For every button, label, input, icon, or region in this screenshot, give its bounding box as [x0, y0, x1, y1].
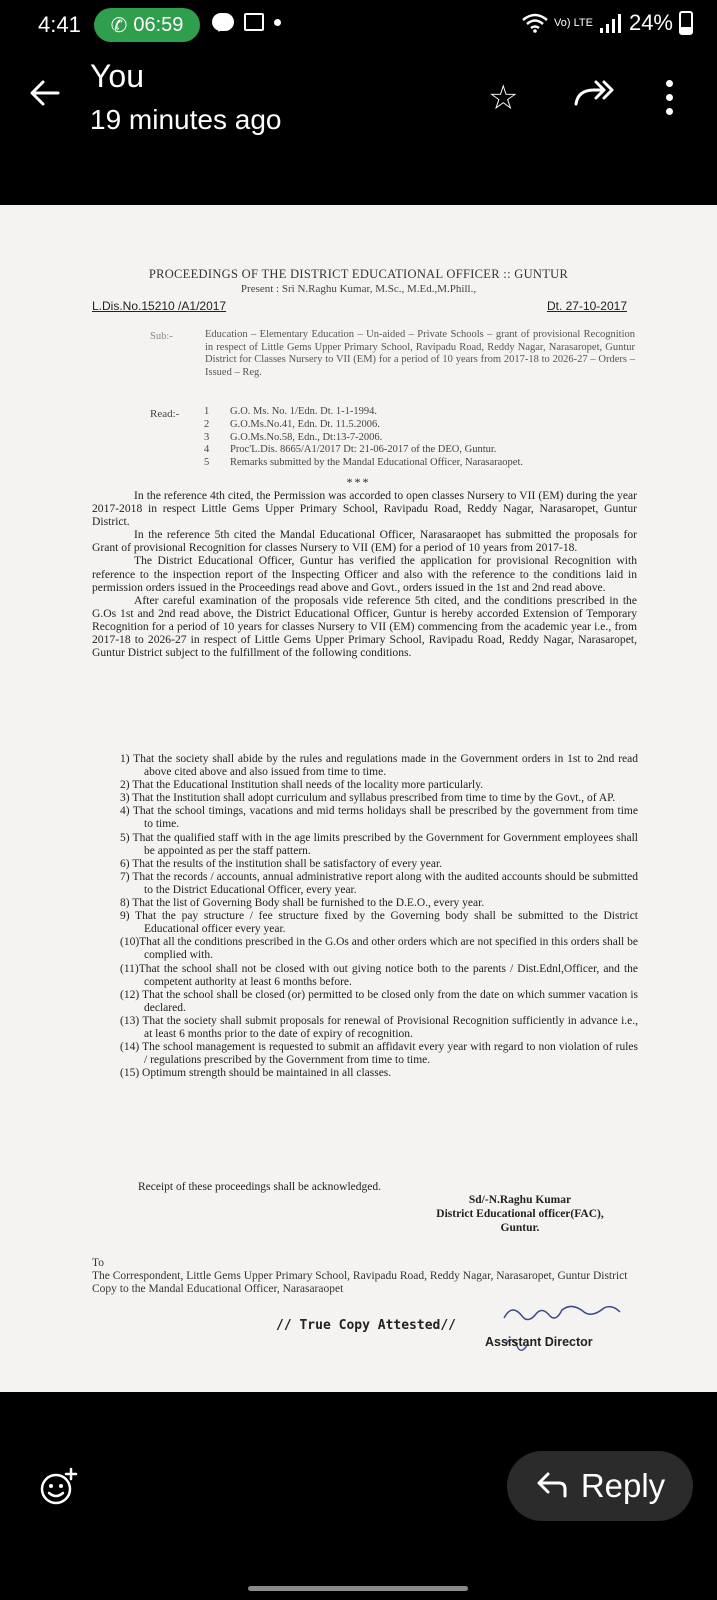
condition-item: (11)That the school shall not be closed with out giving notice both to the parents / Dist.Ednl,Officer, and the competent authority at least 6 months before. — [120, 962, 638, 988]
separator: *** — [346, 475, 371, 489]
gesture-handle[interactable] — [248, 1586, 468, 1591]
condition-item: (15) Optimum strength should be maintained in all classes. — [120, 1067, 392, 1080]
conditions-list — [120, 753, 638, 1080]
read-item: 2 G.O.Ms.No.41, Edn. Dt. 11.5.2006. — [204, 418, 380, 430]
condition-item: 3) That the Institution shall adopt curriculum and syllabus prescribed from time to time by the Govt., of AP. — [120, 792, 616, 805]
handwritten-signature-icon — [492, 1298, 632, 1358]
condition-item: 2) That the Educational Institution shall needs of the locality more particularly. — [120, 779, 484, 792]
condition-item: 9) That the pay structure / fee structure fixed by the Governing body shall be submitted to the District Educational officer every year. — [120, 910, 638, 936]
bottom-bar — [0, 1423, 717, 1600]
reply-arrow-icon — [535, 1471, 569, 1501]
document-title: PROCEEDINGS OF THE DISTRICT EDUCATIONAL OFFICER :: GUNTUR — [148, 267, 569, 281]
read-item: 3 G.O.Ms.No.58, Edn., Dt:13-7-2006. — [204, 431, 383, 443]
status-time: 4:41 — [38, 12, 81, 37]
more-options-icon[interactable] — [666, 80, 674, 115]
condition-item: (12) That the school shall be closed (or) permitted to be closed only from the date on which summer vacation is declared. — [120, 988, 638, 1014]
signature-block: Sd/-N.Raghu Kumar District Educational officer(FAC), Guntur. — [436, 1194, 604, 1234]
reply-label: Reply — [580, 1467, 666, 1504]
receipt-line: Receipt of these proceedings shall be acknowledged. — [138, 1181, 382, 1193]
forward-icon[interactable] — [572, 76, 616, 112]
message-timestamp: 19 minutes ago — [90, 104, 282, 135]
reply-button[interactable] — [507, 1451, 693, 1521]
read-item: 1 G.O. Ms. No. 1/Edn. Dt. 1-1-1994. — [204, 406, 377, 417]
wifi-icon — [522, 13, 548, 33]
condition-item: 7) That the records / accounts, annual administrative report along with the audited accounts should be submitted to the District Educational Officer, every year. — [120, 870, 638, 896]
battery-icon — [679, 11, 693, 35]
reference-number: L.Dis.No.15210 /A1/2017 — [92, 299, 227, 313]
call-timer: 06:59 — [133, 13, 184, 36]
message-notification-icon — [212, 13, 234, 31]
battery-percent: 24% — [628, 10, 673, 35]
reference-date: Dt. 27-10-2017 — [546, 299, 627, 313]
subject-text: Education – Elementary Education – Un-aided – Private Schools – grant of provisional Recognition in respect of Little Gems Upper Primary School, Ravipadu Road, Reddy Nagar, Narasaropet, Guntur District for Classes Nursery to VII (EM) for a period of 10 years from 2017-18 to 2026-27 – Orders – Issued – Reg. — [205, 329, 635, 378]
condition-item: 6) That the results of the institution shall be satisfactory of every year. — [120, 857, 443, 870]
addressee-block: To The Correspondent, Little Gems Upper Primary School, Ravipadu Road, Reddy Nagar, Narasaropet, Guntur District Copy to the Mandal Educational Officer, Narasaraopet — [92, 1257, 628, 1295]
signal-icon — [599, 13, 623, 33]
back-arrow-icon[interactable] — [28, 76, 62, 110]
document-image[interactable] — [0, 205, 717, 1392]
volte-label: Vo) LTE — [554, 16, 593, 29]
more-notifications-dot-icon — [274, 19, 281, 26]
true-copy-attested: // True Copy Attested// — [276, 1318, 457, 1333]
condition-item: (10)That all the conditions prescribed in the G.Os and other orders which are not specified in this orders shall be complied with. — [120, 936, 638, 962]
assistant-director-stamp: Assistant Director — [485, 1335, 593, 1349]
star-icon[interactable]: ☆ — [488, 79, 519, 117]
sender-name: You — [90, 58, 144, 94]
phone-icon: ✆ — [110, 14, 128, 37]
condition-item: (14) The school management is requested to submit an affidavit every year with regard to non violation of rules / regulations prescribed by the Government from time to time. — [120, 1041, 638, 1067]
read-item: 5 Remarks submitted by the Mandal Educational Officer, Narasaraopet. — [204, 457, 523, 469]
document-present-line: Present : Sri N.Raghu Kumar, M.Sc., M.Ed.,M.Phill., — [240, 283, 477, 295]
read-item: 4 Proc'L.Dis. 8665/A1/2017 Dt: 21-06-2017 of the DEO, Guntur. — [204, 444, 497, 456]
status-bar — [0, 0, 717, 48]
body-paragraph: In the reference 5th cited the Mandal Educational Officer, Narasaraopet has submitted the proposals for Grant of provisional Recognition for classes Nursery to VII (EM) for a period of 10 years from 2017-18. — [92, 528, 637, 555]
ongoing-call-pill[interactable] — [94, 8, 200, 42]
emoji-reaction-icon[interactable] — [38, 1467, 78, 1507]
condition-item: (13) That the society shall submit proposals for renewal of Provisional Recognition sufficiently in advance i.e., at least 6 months prior to the date of expiry of recognition. — [120, 1014, 638, 1040]
read-label: Read:- — [150, 408, 180, 420]
document-body — [92, 489, 637, 659]
app-bar — [0, 48, 717, 148]
body-paragraph: In the reference 4th cited, the Permission was accorded to open classes Nursery to VII (EM) during the year 2017-2018 in respect Little Gems Upper Primary School, Ravipadu Road, Reddy Nagar, Narasaropet, Guntur District. — [92, 489, 637, 529]
gallery-notification-icon — [244, 13, 264, 31]
condition-item: 8) That the list of Governing Body shall be furnished to the D.E.O., every year. — [120, 897, 485, 910]
condition-item: 5) That the qualified staff with in the age limits prescribed by the Government for Government employees shall be appointed as per the staff pattern. — [120, 831, 638, 857]
subject-label: Sub:- — [150, 331, 173, 342]
body-paragraph: After careful examination of the proposals vide reference 5th cited, and the conditions prescribed in the G.Os 1st and 2nd read above, the District Educational Officer, Guntur is hereby accorded Extension of Temporary Recognition for a period of 10 years for classes Nursery to VII (EM) commencing from the academic year i.e., from 2017-18 to 2026-27 in respect of Little Gems Upper Primary School, Ravipadu Road, Reddy Nagar, Narasaropet, Guntur District subject to the fulfillment of the following conditions. — [92, 593, 637, 660]
read-list — [204, 406, 523, 470]
condition-item: 4) That the school timings, vacations and mid terms holidays shall be prescribed by the government from time to time. — [120, 805, 638, 831]
body-paragraph: The District Educational Officer, Guntur has verified the application for provisional Recognition with reference to the inspection report of the Inspecting Officer and also with the reference to the conditions laid in permission orders issued in the Proceedings read above and Govt., orders issued in the 1st and 2nd read above. — [92, 554, 637, 594]
condition-item: 1) That the society shall abide by the rules and regulations made in the Government orders in 1st to 2nd read above cited above and also issued from time to time. — [120, 753, 638, 779]
